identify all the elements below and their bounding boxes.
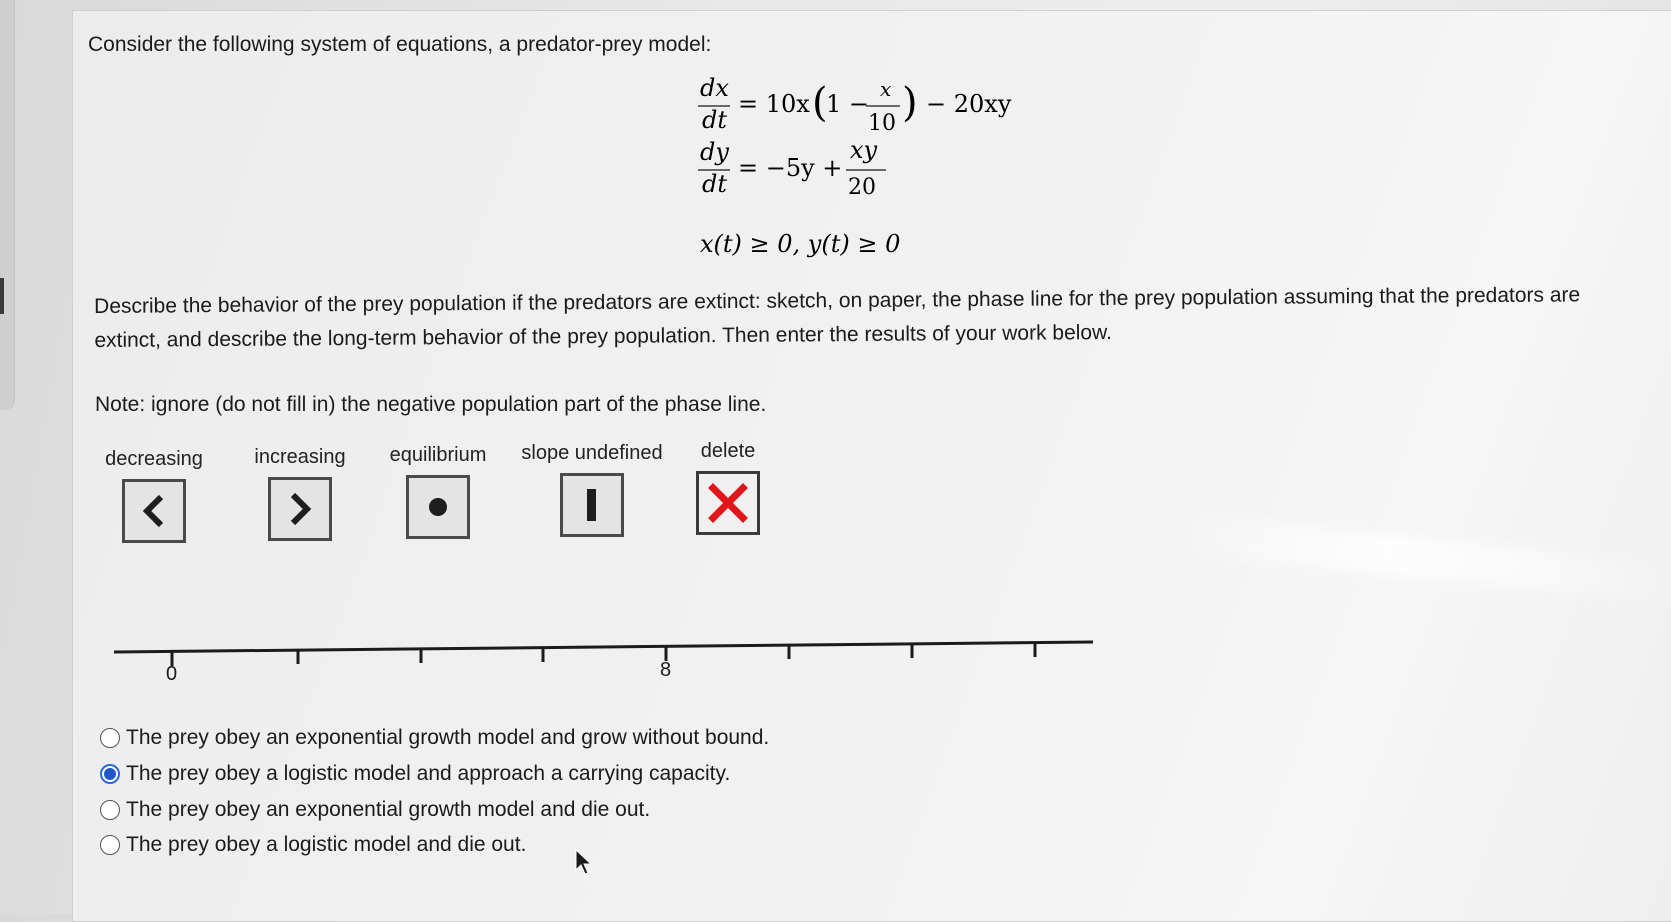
radio-exp-die-out[interactable] (100, 800, 120, 820)
eq1-lhs-den: dt (702, 106, 728, 134)
tool-decreasing-button[interactable] (122, 479, 186, 543)
question-intro: Consider the following system of equations, a predator-prey model: (88, 33, 712, 56)
eq1-paren-one: 1 − (826, 90, 870, 118)
eq1-lhs-num: dx (700, 74, 729, 102)
eq1-close-paren: ) (902, 80, 918, 126)
phase-line-svg[interactable] (108, 628, 1098, 688)
choice-logistic-capacity-label: The prey obey a logistic model and approach a carrying capacity. (126, 762, 731, 785)
choice-exp-unbounded-label: The prey obey an exponential growth model and grow without bound. (126, 726, 770, 749)
tool-equilibrium-label: equilibrium (389, 444, 487, 466)
eq1-rhs-b: − 20xy (926, 90, 1012, 118)
equation-svg (700, 70, 1060, 270)
tool-slope-undefined-label: slope undefined (521, 442, 663, 464)
choice-exp-unbounded[interactable] (100, 726, 769, 750)
constraint: x(t) ≥ 0, y(t) ≥ 0 (700, 230, 901, 258)
left-edge-marker (0, 278, 4, 314)
tool-equilibrium-button[interactable] (406, 475, 470, 539)
bar-icon (585, 487, 599, 523)
radio-logistic-die-out[interactable] (100, 835, 120, 855)
choice-exp-die-out[interactable] (100, 798, 650, 822)
eq1-frac-num: x (880, 77, 892, 101)
eq2-rhs-a: = −5y + (738, 154, 843, 182)
equation-block (700, 70, 1060, 270)
mouse-cursor-icon (574, 848, 594, 878)
tool-slope-undefined[interactable] (512, 442, 672, 537)
tool-increasing-button[interactable] (268, 477, 332, 541)
tool-decreasing-label: decreasing (105, 448, 203, 470)
tool-increasing[interactable] (244, 446, 356, 541)
tool-delete-button[interactable] (696, 471, 760, 535)
tool-slope-undefined-button[interactable] (560, 473, 624, 537)
tool-increasing-label: increasing (254, 446, 346, 468)
eq2-frac-num: xy (850, 136, 878, 164)
phase-line-label-0: 0 (166, 663, 178, 685)
radio-exp-unbounded[interactable] (100, 728, 120, 748)
tool-decreasing[interactable] (98, 448, 210, 543)
chevron-left-icon (139, 493, 169, 529)
eq2-frac-den: 20 (848, 175, 876, 200)
eq1-open-paren: ( (812, 80, 828, 126)
eq1-frac-den: 10 (868, 111, 896, 136)
question-describe: Describe the behavior of the prey population if the predators are extinct: sketch, on paper, the phase line for the prey population assuming that the predators are extinct, and describe the long-term behavior of the prey population. Then enter the results of your work below. (94, 283, 1581, 352)
chevron-right-icon (285, 491, 315, 527)
tool-delete-label: delete (700, 440, 756, 462)
choice-logistic-die-out-label: The prey obey a logistic model and die out. (126, 833, 527, 856)
choice-exp-die-out-label: The prey obey an exponential growth model and die out. (126, 798, 651, 821)
tool-delete[interactable] (680, 440, 776, 535)
eq1-rhs-a: = 10x (738, 90, 810, 118)
x-icon (708, 483, 748, 523)
left-window-edge (0, 0, 15, 410)
phase-line-axis[interactable] (114, 642, 1093, 652)
eq2-lhs-den: dt (702, 170, 728, 198)
dot-icon (426, 495, 450, 519)
choice-logistic-die-out[interactable] (100, 833, 526, 857)
question-note: Note: ignore (do not fill in) the negative population part of the phase line. (95, 393, 767, 416)
phase-line-label-8: 8 (660, 659, 672, 681)
radio-logistic-capacity[interactable] (100, 764, 120, 784)
tool-equilibrium[interactable] (380, 444, 496, 539)
eq2-lhs-num: dy (700, 138, 729, 166)
phase-line[interactable] (108, 628, 1098, 693)
choice-logistic-capacity[interactable] (100, 762, 730, 786)
